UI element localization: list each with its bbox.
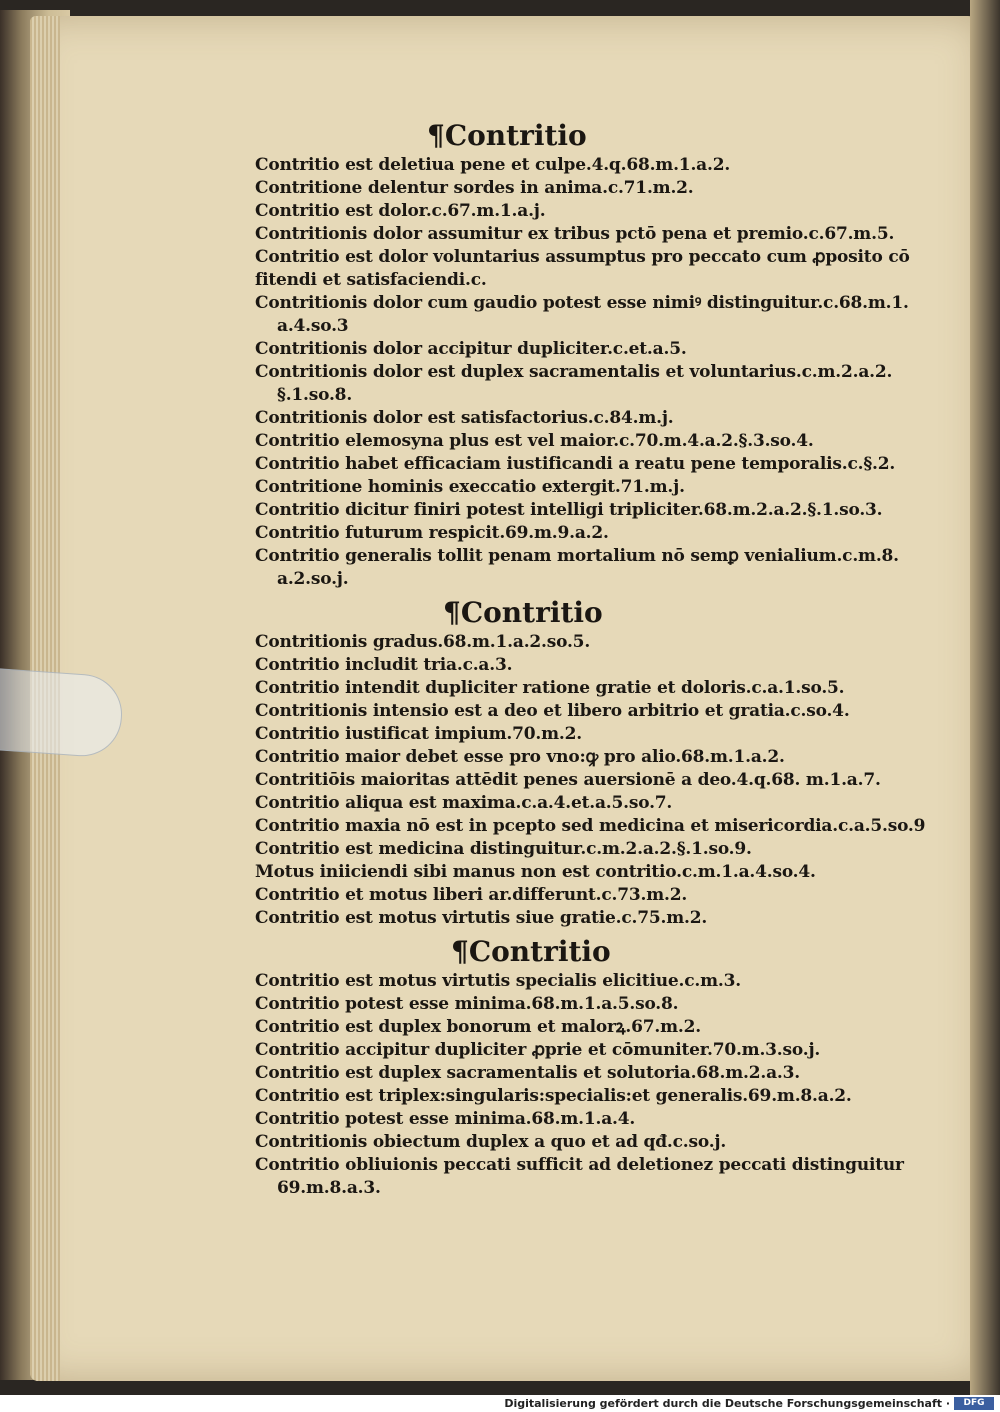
index-entry: a.2.so.j. [277, 569, 349, 589]
index-entry: Contritio est dolor voluntarius assumptus pro peccato cum ꝓposito cō [255, 247, 910, 267]
index-entry: Contritionis dolor cum gaudio potest esse nimiꝰ distinguitur.c.68.m.1. [255, 293, 909, 313]
index-entry: Contritio maior debet esse pro vno:ꝙ pro alio.68.m.1.a.2. [255, 747, 785, 767]
index-entry: Contritio aliqua est maxima.c.a.4.et.a.5.so.7. [255, 793, 673, 813]
index-entry: Contritio est medicina distinguitur.c.m.2.a.2.§.1.so.9. [255, 839, 752, 859]
index-entry: Contritio futurum respicit.69.m.9.a.2. [255, 523, 609, 543]
book-binding-edge [970, 0, 1000, 1395]
index-entry: Contritio intendit dupliciter ratione gratie et doloris.c.a.1.so.5. [255, 678, 845, 698]
index-entry: Contritionis intensio est a deo et libero arbitrio et gratia.c.so.4. [255, 701, 850, 721]
index-entry: Contritio dicitur finiri potest intelligi tripliciter.68.m.2.a.2.§.1.so.3. [255, 500, 883, 520]
index-entry: Contritio et motus liberi ar.differunt.c.73.m.2. [255, 885, 688, 905]
index-entry: Contritio generalis tollit penam mortalium nō semꝑ venialium.c.m.8. [255, 546, 899, 566]
index-entry: Contritio maxia nō est in pcepto sed medicina et misericordia.c.a.5.so.9 [255, 816, 926, 836]
index-entry: Contritio iustificat impium.70.m.2. [255, 724, 582, 744]
index-entry: fitendi et satisfaciendi.c. [255, 270, 487, 290]
footer-bar [0, 1395, 1000, 1412]
section-heading: ¶Contritio [451, 935, 611, 968]
index-entry: §.1.so.8. [277, 385, 353, 405]
index-entry: Contritione delentur sordes in anima.c.71.m.2. [255, 178, 694, 198]
index-entry: a.4.so.3 [277, 316, 349, 336]
index-entry: Contritio obliuionis peccati sufficit ad deletionez peccati distinguitur [255, 1155, 904, 1175]
index-entry: Contritio est duplex sacramentalis et solutoria.68.m.2.a.3. [255, 1063, 800, 1083]
section-heading: ¶Contritio [443, 596, 603, 629]
index-entry: Contritionis dolor accipitur dupliciter.c.et.a.5. [255, 339, 687, 359]
index-entry: Contritio accipitur dupliciter ꝓprie et cōmuniter.70.m.3.so.j. [255, 1040, 821, 1060]
index-entry: 69.m.8.a.3. [277, 1178, 381, 1198]
index-entry: Contritionis dolor est duplex sacramentalis et voluntarius.c.m.2.a.2. [255, 362, 893, 382]
index-entry: Contritione hominis execcatio extergit.71.m.j. [255, 477, 685, 497]
index-entry: Contritio potest esse minima.68.m.1.a.5.so.8. [255, 994, 679, 1014]
index-entry: Contritio est triplex:singularis:specialis:et generalis.69.m.8.a.2. [255, 1086, 852, 1106]
index-entry: Contritionis dolor est satisfactorius.c.84.m.j. [255, 408, 674, 428]
index-entry: Contritio est motus virtutis siue gratie.c.75.m.2. [255, 908, 708, 928]
index-entry: Contritio est deletiua pene et culpe.4.q.68.m.1.a.2. [255, 155, 731, 175]
dfg-logo: DFG [954, 1397, 994, 1410]
index-text-block [255, 119, 926, 1200]
index-entry: Contritionis gradus.68.m.1.a.2.so.5. [255, 632, 591, 652]
index-entry: Contritio est motus virtutis specialis elicitiue.c.m.3. [255, 971, 741, 991]
index-entry: Contritio est duplex bonorum et malorꝝ.67.m.2. [255, 1017, 701, 1037]
section-heading: ¶Contritio [427, 119, 587, 152]
index-entry: Contritionis dolor assumitur ex tribus pctō pena et premio.c.67.m.5. [255, 224, 895, 244]
index-entry: Contritio potest esse minima.68.m.1.a.4. [255, 1109, 636, 1129]
funding-credit: Digitalisierung gefördert durch die Deutsche Forschungsgemeinschaft · [504, 1397, 950, 1410]
index-entry: Contritionis obiectum duplex a quo et ad qđ.c.so.j. [255, 1132, 727, 1152]
index-entry: Contritiōis maioritas attēdit penes auersionē a deo.4.q.68. m.1.a.7. [255, 770, 881, 790]
index-entry: Contritio includit tria.c.a.3. [255, 655, 513, 675]
index-entry: Motus iniiciendi sibi manus non est contritio.c.m.1.a.4.so.4. [255, 862, 816, 882]
index-entry: Contritio habet efficaciam iustificandi a reatu pene temporalis.c.§.2. [255, 454, 896, 474]
index-entry: Contritio est dolor.c.67.m.1.a.j. [255, 201, 546, 221]
index-entry: Contritio elemosyna plus est vel maior.c.70.m.4.a.2.§.3.so.4. [255, 431, 814, 451]
